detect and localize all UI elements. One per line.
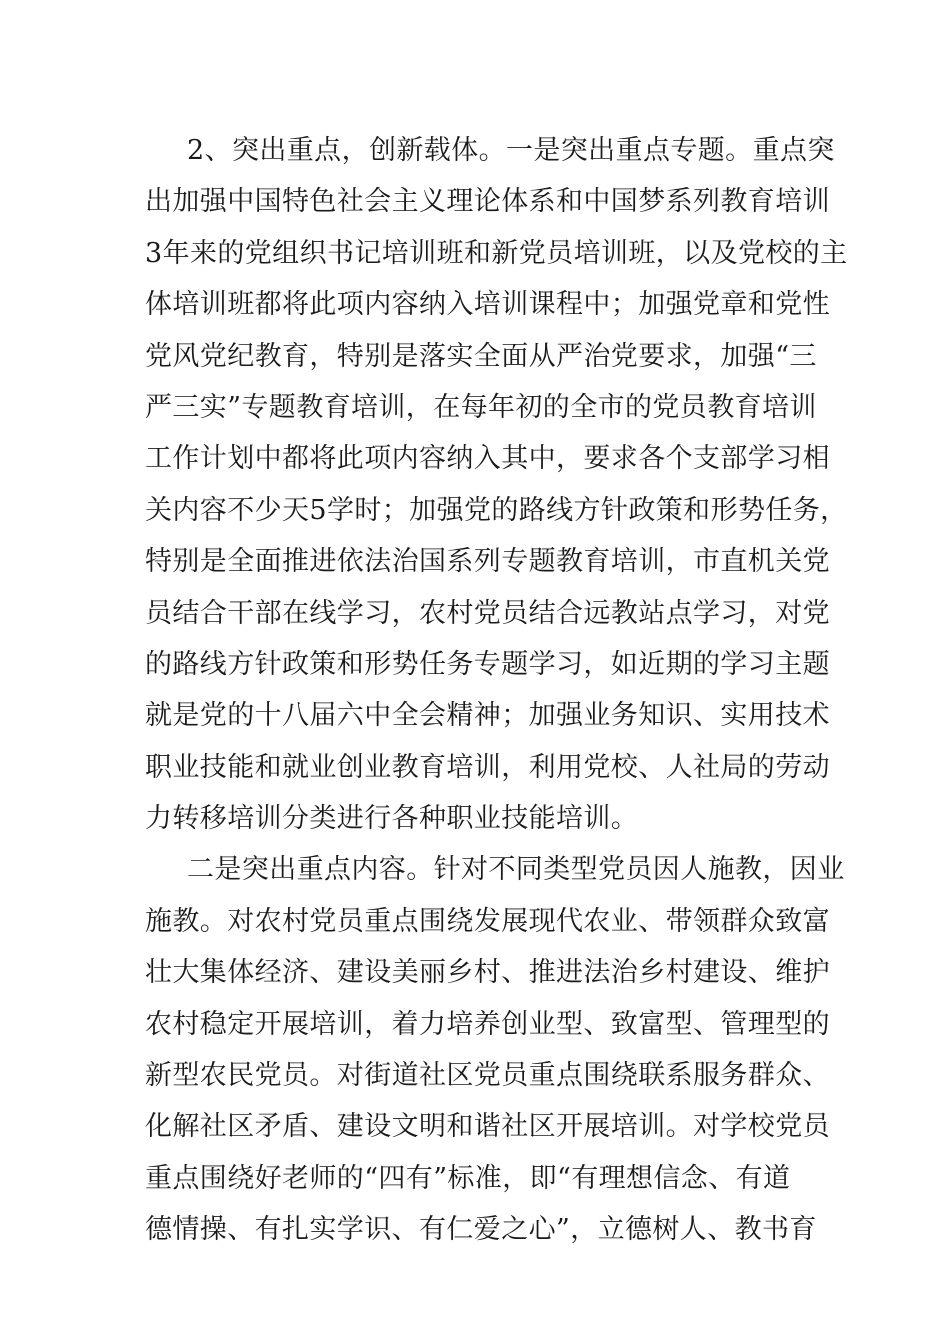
- text-line: 的路线方针政策和形势任务专题学习，如近期的学习主题: [145, 648, 830, 680]
- text-line: 农村稳定开展培训，着力培养创业型、致富型、管理型的: [145, 1008, 830, 1040]
- text-line: 党风党纪教育，特别是落实全面从严治党要求，加强“三: [145, 340, 817, 372]
- text-line: 二是突出重点内容。针对不同类型党员因人施教，因业: [187, 854, 845, 886]
- text-line: 关内容不少天5学时；加强党的路线方针政策和形势任务，: [145, 494, 848, 526]
- text-line: 严三实”专题教育培训，在每年初的全市的党员教育培训: [145, 391, 817, 423]
- text-line: 施教。对农村党员重点围绕发展现代农业、带领群众致富: [145, 905, 830, 937]
- text-line: 职业技能和就业创业教育培训，利用党校、人社局的劳动: [145, 751, 830, 783]
- text-line: 特别是全面推进依法治国系列专题教育培训，市直机关党: [145, 546, 830, 578]
- text-line: 出加强中国特色社会主义理论体系和中国梦系列教育培训: [145, 186, 830, 218]
- text-line: 力转移培训分类进行各种职业技能培训。: [145, 803, 639, 835]
- text-line: 工作计划中都将此项内容纳入其中，要求各个支部学习相: [145, 443, 830, 475]
- document-body: [145, 125, 848, 1256]
- text-line: 化解社区矛盾、建设文明和谐社区开展培训。对学校党员: [145, 1111, 830, 1143]
- text-line: 壮大集体经济、建设美丽乡村、推进法治乡村建设、维护: [145, 957, 830, 989]
- text-line: 2、突出重点，创新载体。一是突出重点专题。重点突: [187, 135, 835, 166]
- text-line: 体培训班都将此项内容纳入培训课程中；加强党章和党性: [145, 289, 830, 321]
- text-line: 就是党的十八届六中全会精神；加强业务知识、实用技术: [145, 700, 830, 732]
- text-line: 德情操、有扎实学识、有仁爱之心”，立德树人、教书育: [145, 1214, 817, 1246]
- text-line: 新型农民党员。对街道社区党员重点围绕联系服务群众、: [145, 1060, 830, 1092]
- text-line: 3年来的党组织书记培训班和新党员培训班，以及党校的主: [145, 237, 848, 269]
- text-line: 员结合干部在线学习，农村党员结合远教站点学习，对党: [145, 597, 830, 629]
- text-line: 重点围绕好老师的“四有”标准，即“有理想信念、有道: [145, 1162, 791, 1194]
